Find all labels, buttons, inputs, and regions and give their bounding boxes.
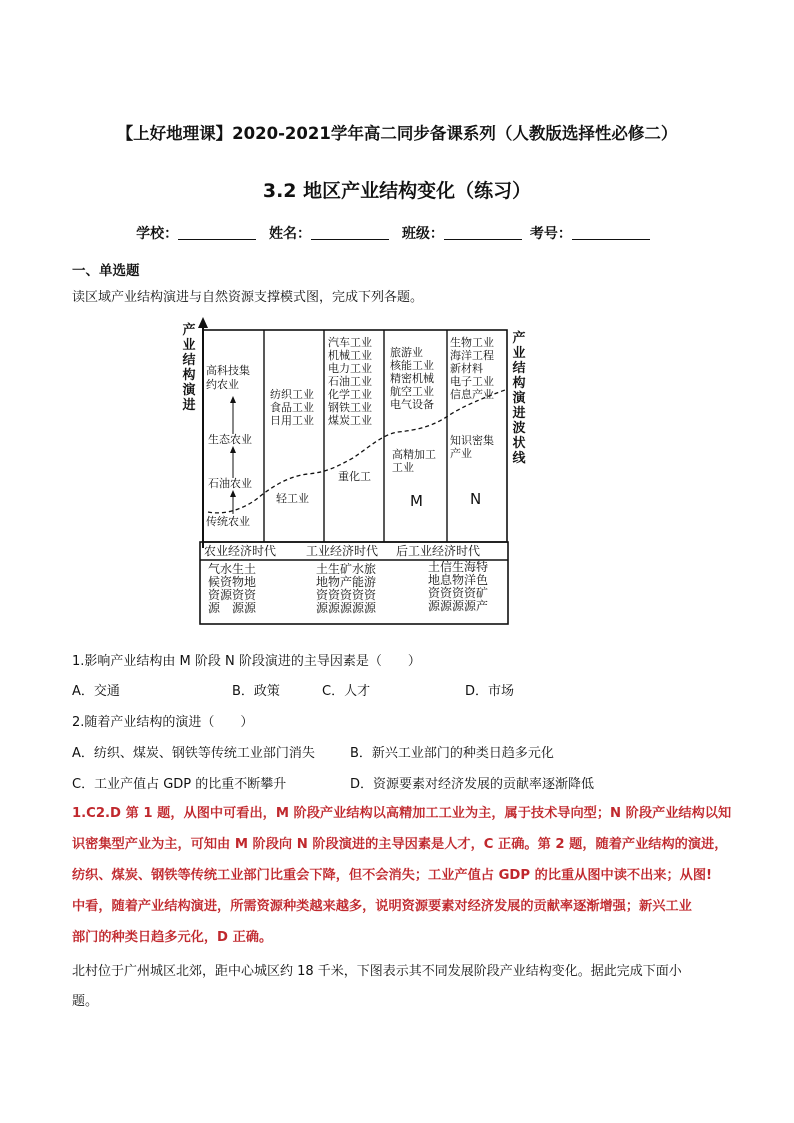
resource-line: 候资物地	[208, 575, 257, 589]
col5-industry: 海洋工程	[450, 349, 494, 362]
next-intro-line: 题。	[72, 994, 99, 1009]
col2-stage: 轻工业	[276, 492, 309, 505]
axis-label-char: 进	[512, 406, 526, 421]
col4-industry: 航空工业	[390, 385, 434, 398]
col5-stage: 知识密集	[450, 434, 494, 447]
resource-line: 资资资资矿	[428, 586, 489, 600]
resource-line: 源源源源产	[428, 599, 489, 613]
school-label: 学校：	[136, 226, 179, 242]
resource-line: 资资资资资	[316, 588, 377, 602]
resource-line: 源源源源源	[316, 601, 377, 615]
col3-stage: 重化工	[338, 470, 371, 483]
name-label: 姓名：	[269, 226, 311, 242]
axis-label-char: 状	[512, 436, 526, 451]
resource-line: 资源资资	[208, 588, 257, 602]
col2-industry: 食品工业	[270, 401, 314, 414]
col3-industry: 电力工业	[328, 362, 372, 375]
page-title: 3.2 地区产业结构变化（练习）	[262, 180, 532, 202]
col3-industry: 机械工业	[328, 349, 372, 362]
col3-industry: 煤炭工业	[328, 414, 372, 427]
resource-line: 土信生海特	[428, 560, 489, 574]
class-blank[interactable]	[444, 225, 522, 240]
col4-industry: 旅游业	[390, 346, 423, 359]
era-label: 农业经济时代	[204, 544, 277, 558]
q2-option-b[interactable]: B．新兴工业部门的种类日趋多元化	[350, 746, 554, 761]
col5-industry: 生物工业	[450, 336, 494, 349]
up-arrow-icon	[230, 446, 236, 453]
col1-item: 高科技集	[206, 364, 250, 377]
col5-stage: 产业	[450, 447, 472, 460]
answer-line: 识密集型产业为主，可知由 M 阶段向 N 阶段演进的主导因素是人才，C 正确。第 2 题，随着产业结构的演进，	[72, 837, 728, 852]
up-arrow-icon	[230, 396, 236, 403]
answer-line: 部门的种类日趋多元化，D 正确。	[72, 930, 273, 945]
resource-line: 土生矿水旅	[316, 562, 377, 576]
col2-industry: 日用工业	[270, 414, 314, 427]
col1-item: 生态农业	[208, 433, 252, 446]
next-intro-line: 北村位于广州城区北郊，距中心城区约 18 千米，下图表示其不同发展阶段产业结构变化。据此完成下面小	[72, 964, 682, 979]
axis-label-char: 业	[512, 346, 526, 361]
col5-industry: 信息产业	[450, 388, 494, 401]
q1-option-d[interactable]: D．市场	[465, 684, 515, 699]
era-label: 工业经济时代	[306, 544, 379, 558]
col4-industry: 精密机械	[390, 372, 434, 385]
col4-industry: 核能工业	[390, 359, 434, 372]
question-intro: 读区域产业结构演进与自然资源支撑模式图，完成下列各题。	[72, 290, 424, 305]
q2-option-c[interactable]: C．工业产值占 GDP 的比重不断攀升	[72, 777, 287, 792]
axis-label-char: 业	[182, 338, 196, 353]
col1-item: 石油农业	[208, 477, 252, 490]
resource-line: 气水生土	[208, 562, 257, 576]
class-label: 班级：	[401, 226, 444, 242]
axis-label-char: 构	[182, 368, 196, 383]
exam-no-blank[interactable]	[572, 225, 650, 240]
document-header: 【上好地理课】2020-2021学年高二同步备课系列（人教版选择性必修二）	[116, 124, 678, 143]
up-arrow-icon	[230, 490, 236, 497]
section-heading: 一、单选题	[72, 263, 140, 279]
col5-industry: 新材料	[450, 362, 483, 375]
axis-label-char: 演	[182, 383, 196, 398]
stage-m-label: M	[410, 492, 423, 510]
axis-label-char: 演	[512, 391, 526, 406]
axis-label-char: 进	[182, 398, 196, 413]
resource-line: 地息物洋色	[428, 573, 489, 587]
axis-label-char: 产	[512, 331, 526, 346]
student-info-line	[0, 223, 794, 243]
resource-line: 地物产能游	[316, 575, 377, 589]
school-blank[interactable]	[178, 225, 256, 240]
name-blank[interactable]	[311, 225, 389, 240]
question-2-stem: 2.随着产业结构的演进（ ）	[72, 715, 254, 730]
col4-stage: 工业	[392, 461, 414, 474]
col2-industry: 纺织工业	[270, 388, 314, 401]
q2-option-d[interactable]: D．资源要素对经济发展的贡献率逐渐降低	[350, 777, 595, 792]
col3-industry: 化学工业	[328, 388, 372, 401]
col4-industry: 电气设备	[390, 398, 434, 411]
col3-industry: 石油工业	[328, 375, 372, 388]
industry-evolution-figure	[178, 316, 528, 628]
col3-industry: 汽车工业	[328, 336, 372, 349]
col3-industry: 钢铁工业	[328, 401, 372, 414]
answer-line: 纺织、煤炭、钢铁等传统工业部门比重会下降，但不会消失；工业产值占 GDP 的比重从图中读不出来；从图!	[72, 868, 713, 883]
stage-n-label: N	[470, 490, 482, 508]
col4-stage: 高精加工	[392, 448, 436, 461]
col1-item: 约农业	[206, 378, 239, 391]
resource-line: 源 源源	[208, 601, 257, 615]
axis-label-char: 构	[512, 376, 526, 391]
era-label: 后工业经济时代	[396, 544, 481, 558]
answer-analysis	[72, 798, 732, 953]
q1-option-b[interactable]: B．政策	[232, 684, 280, 699]
answer-line: 1.C2.D 第 1 题，从图中可看出，M 阶段产业结构以高精加工工业为主，属于技术导向型；N 阶段产业结构以知	[72, 806, 732, 821]
left-axis-label	[181, 322, 196, 413]
col5-industry: 电子工业	[450, 375, 494, 388]
axis-label-char: 线	[512, 451, 526, 466]
axis-label-char: 结	[512, 361, 526, 376]
col1-item: 传统农业	[206, 515, 250, 528]
axis-label-char: 波	[512, 421, 526, 436]
y-axis-arrow-icon	[198, 317, 208, 328]
q1-option-a[interactable]: A．交通	[72, 684, 120, 699]
q1-option-c[interactable]: C．人才	[322, 684, 371, 699]
right-axis-label	[511, 330, 526, 466]
axis-label-char: 产	[182, 323, 196, 338]
question-1-stem: 1.影响产业结构由 M 阶段 N 阶段演进的主导因素是（ ）	[72, 654, 421, 669]
answer-line: 中看，随着产业结构演进，所需资源种类越来越多，说明资源要素对经济发展的贡献率逐渐增强；新兴工业	[72, 899, 692, 914]
exam-no-label: 考号：	[529, 226, 572, 242]
q2-option-a[interactable]: A．纺织、煤炭、钢铁等传统工业部门消失	[72, 746, 315, 761]
axis-label-char: 结	[182, 353, 196, 368]
